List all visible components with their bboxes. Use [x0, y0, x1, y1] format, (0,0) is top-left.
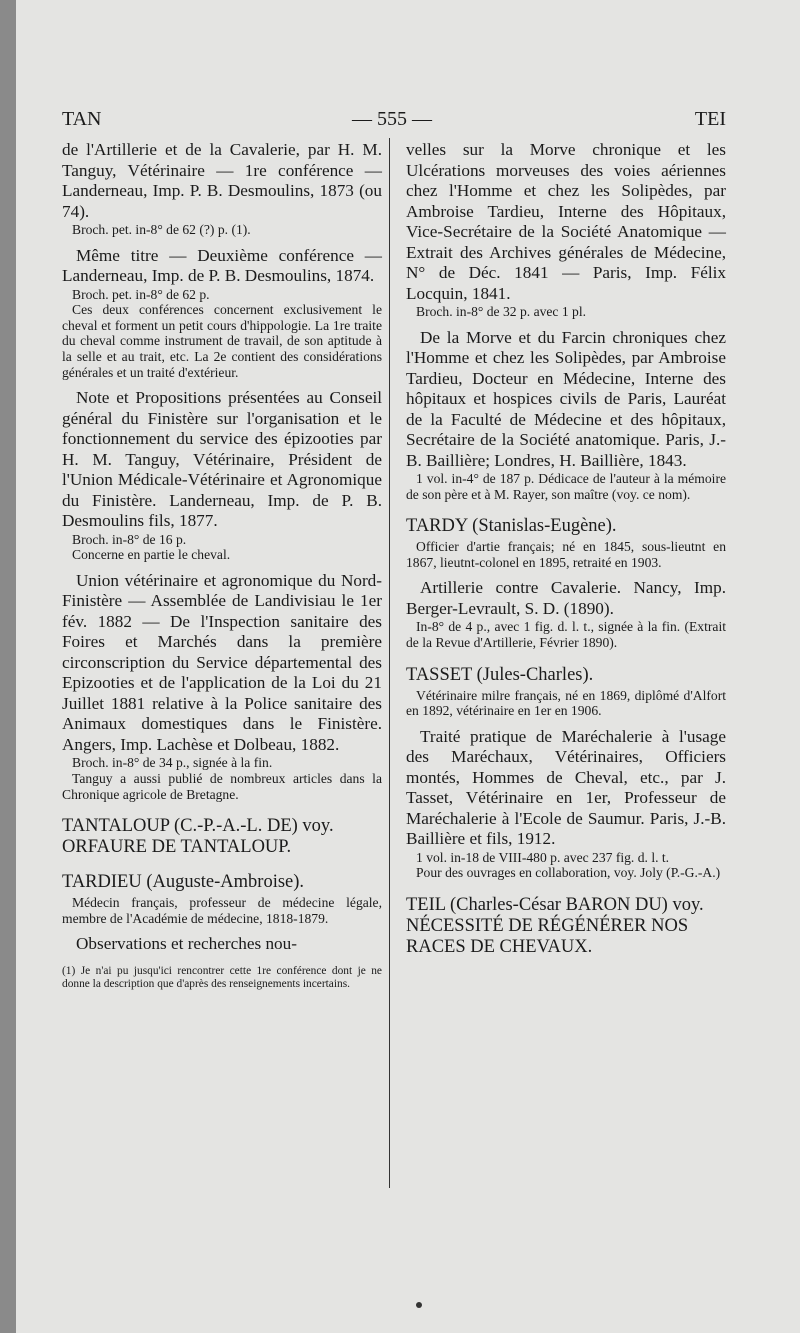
header-right-word: TEI [694, 108, 726, 130]
note-line: Broch. in-8° de 34 p., signée à la fin. [72, 755, 273, 771]
paragraph: de l'Artillerie et de la Cavalerie, par H. M. Tanguy, Vétérinaire — 1re conférence — Landerneau, Imp. P. B. Desmoulins, 1873 (ou 74). [62, 140, 382, 221]
note-line: Concerne en partie le cheval. [72, 547, 231, 563]
entry-paragraph: Artillerie contre Cavalerie. Nancy, Imp. Berger-Levrault, S. D. (1890). [406, 578, 726, 618]
running-header [62, 108, 726, 138]
entry-heading: TEIL (Charles-César BARON DU) voy. NÉCESSITÉ DE RÉGÉNÉRER NOS RACES DE CHEVAUX. [406, 895, 704, 958]
page-number: — 555 — [352, 108, 432, 130]
entry-paragraph: Observations et recherches nou- [76, 934, 297, 954]
left-column [62, 140, 382, 991]
paragraph: velles sur la Morve chronique et les Ulcérations morveuses des voies aériennes chez l'Homme et chez les Solipèdes, par Ambroise Tardieu, Interne des Hôpitaux, Vice-Secrétaire de la Société Anatomique — Extrait des Archives générales de Médecine, N° de Déc. 1841 — Paris, Imp. Félix Locquin, 1841. [406, 140, 726, 303]
book-page [16, 0, 800, 1333]
note-line: Pour des ouvrages en collaboration, voy. Joly (P.-G.-A.) [416, 865, 721, 881]
note-line: Broch. in-8° de 32 p. avec 1 pl. [416, 304, 587, 319]
note-paragraph: Médecin français, professeur de médecine légale, membre de l'Académie de médecine, 1818-1879. [62, 895, 382, 926]
entry-heading: TARDIEU (Auguste-Ambroise). [62, 872, 305, 893]
note-paragraph: Tanguy a aussi publié de nombreux articles dans la Chronique agricole de Bretagne. [62, 770, 382, 802]
note-line: Broch. pet. in-8° de 62 p. [72, 286, 210, 302]
note-paragraph: Officier d'artie français; né en 1845, sous-lieutnt en 1867, lieutnt-colonel en 1895, retraité en 1903. [406, 539, 726, 570]
entry-paragraph: Traité pratique de Maréchalerie à l'usage des Maréchaux, Vétérinaires, Officiers montés, Hommes de Cheval, etc., par J. Tasset, Vétérinaire en 1er, Professeur de Maréchalerie à l'Ecole de Saumur. Paris, J.-B. Baillière et fils, 1912. [406, 726, 726, 849]
note-line: 1 vol. in-18 de VIII-480 p. avec 237 fig. d. l. t. [416, 849, 670, 865]
entry-paragraph: Note et Propositions présentées au Conseil général du Finistère sur l'organisation et le fonctionnement du service des épizooties par H. M. Tanguy, Vétérinaire, Président de l'Union Médicale-Vétérinaire et Agronomique du Finistère. Landerneau, Imp. de P. B. Desmoulins fils, 1877. [62, 388, 382, 531]
column-divider [389, 138, 390, 1188]
entry-paragraph: Union vétérinaire et agronomique du Nord-Finistère — Assemblée de Landivisiau le 1er fév. 1882 — De l'Inspection sanitaire des Foires et Marchés dans la première circonscription du Service départemental des Epizooties et de l'application de la Loi du 21 Juillet 1881 relative à la Police sanitaire des Animaux domestiques dans le Finistère. Angers, Imp. Lachèse et Dolbeau, 1882. [62, 570, 382, 754]
header-left-word: TAN [62, 108, 102, 130]
entry-paragraph: Même titre — Deuxième conférence — Landerneau, Imp. de P. B. Desmoulins, 1874. [62, 245, 382, 286]
entry-heading: TASSET (Jules-Charles). [406, 664, 594, 685]
note-paragraph: In-8° de 4 p., avec 1 fig. d. l. t., signée à la fin. (Extrait de la Revue d'Artillerie, Février 1890). [406, 619, 726, 651]
entry-heading: TARDY (Stanislas-Eugène). [406, 516, 617, 537]
footnote: (1) Je n'ai pu jusqu'ici rencontrer cette 1re conférence dont je ne donne la description que d'après des renseignements incertains. [62, 964, 382, 990]
right-column [406, 140, 726, 960]
note-paragraph: Ces deux conférences concernent exclusivement le cheval et forment un petit cours d'hippologie. La 1re traite du cheval comme instrument de travail, de son aptitude à la selle et au trait, etc. La 2e contient des considérations générales et un traité d'extérieur. [62, 302, 382, 380]
note-paragraph: 1 vol. in-4° de 187 p. Dédicace de l'auteur à la mémoire de son père et à M. Rayer, son maître (voy. ce nom). [406, 471, 726, 502]
note-line: Broch. in-8° de 16 p. [72, 531, 187, 547]
ink-dot [416, 1302, 422, 1308]
note-line: Broch. pet. in-8° de 62 (?) p. (1). [72, 222, 251, 237]
entry-heading: TANTALOUP (C.-P.-A.-L. DE) voy. ORFAURE DE TANTALOUP. [62, 816, 334, 858]
note-paragraph: Vétérinaire milre français, né en 1869, diplômé d'Alfort en 1892, vétérinaire en 1er en 1906. [406, 687, 726, 719]
entry-paragraph: De la Morve et du Farcin chroniques chez l'Homme et chez les Solipèdes, par Ambroise Tardieu, Docteur en Médecine, Interne des hôpitaux et hospices civils de Paris, Lauréat de la Faculté de Médecine et des hôpitaux, Secrétaire de la Société anatomique. Paris, J.-B. Baillière; Londres, H. Baillière, 1843. [406, 327, 726, 470]
